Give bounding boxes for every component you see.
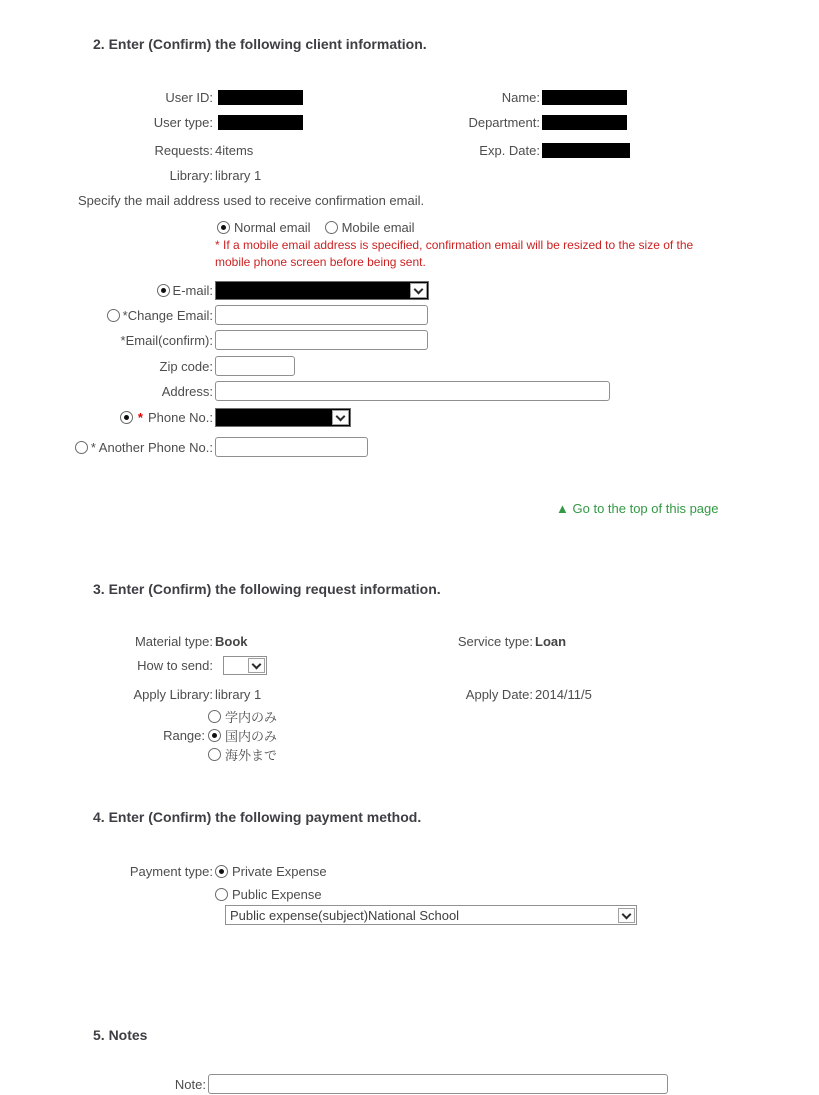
mobile-warning-line1: * If a mobile email address is specified, confirmation email will be resized to the size of the — [215, 238, 694, 252]
range-option-row — [0, 706, 819, 726]
apply-date-label: Apply Date: — [465, 686, 533, 702]
client-info-section-title: 2. Enter (Confirm) the following client information. — [93, 36, 427, 52]
email-type-radio-group — [217, 217, 617, 237]
notes-section-title: 5. Notes — [93, 1027, 148, 1043]
private-expense-label: Private Expense — [232, 863, 327, 879]
email-label: E-mail: — [172, 282, 213, 298]
another-phone-row — [0, 437, 819, 457]
name-label: Name: — [501, 89, 540, 105]
request-info-section-title: 3. Enter (Confirm) the following request information. — [93, 581, 441, 597]
another-phone-label: * Another Phone No.: — [90, 439, 213, 455]
requests-label: Requests: — [154, 142, 213, 158]
another-phone-radio[interactable] — [75, 441, 88, 454]
normal-email-label: Normal email — [234, 219, 311, 235]
phone-radio[interactable] — [120, 411, 133, 424]
apply-library-value: library 1 — [215, 686, 262, 702]
how-to-send-row — [0, 655, 819, 675]
address-row — [0, 381, 819, 401]
user-type-label: User type: — [153, 114, 213, 130]
public-expense-subject-select[interactable] — [225, 905, 637, 925]
how-to-send-label: How to send: — [137, 657, 213, 673]
redacted-name-value — [542, 90, 627, 105]
chevron-down-icon — [618, 908, 635, 923]
email-row — [0, 280, 819, 300]
service-type-label: Service type: — [457, 633, 533, 649]
payment-type-label: Payment type: — [129, 863, 213, 879]
range-option-row — [0, 744, 819, 764]
redacted-user-type-value — [218, 115, 303, 130]
range-overseas-radio[interactable] — [208, 748, 221, 761]
redacted-user-id-value — [218, 90, 303, 105]
material-service-row — [0, 631, 819, 651]
mobile-email-label: Mobile email — [341, 219, 415, 235]
client-info-row — [0, 87, 819, 107]
material-type-label: Material type: — [134, 633, 213, 649]
apply-row — [0, 684, 819, 704]
zip-code-input[interactable] — [215, 356, 295, 376]
required-asterisk: * — [137, 409, 143, 425]
phone-row — [0, 407, 819, 427]
client-info-row — [0, 112, 819, 132]
user-id-label: User ID: — [165, 89, 213, 105]
email-confirm-input[interactable] — [215, 330, 428, 350]
public-expense-row — [0, 884, 819, 904]
mobile-warning-line2: mobile phone screen before being sent. — [215, 255, 426, 269]
normal-email-radio[interactable] — [217, 221, 230, 234]
exp-date-label: Exp. Date: — [479, 142, 540, 158]
range-domestic-label: 国内のみ — [225, 728, 278, 744]
department-label: Department: — [468, 114, 540, 130]
email-select[interactable] — [215, 281, 429, 300]
up-triangle-icon: ▲ — [556, 501, 569, 516]
phone-select[interactable] — [215, 408, 351, 427]
client-info-row — [0, 140, 819, 160]
payment-type-row — [0, 861, 819, 881]
public-expense-subject-row — [225, 905, 725, 925]
redacted-department-value — [542, 115, 627, 130]
range-on-campus-radio[interactable] — [208, 710, 221, 723]
go-to-top-label: Go to the top of this page — [572, 501, 719, 516]
note-input[interactable] — [208, 1074, 668, 1094]
range-option-row — [0, 725, 819, 745]
address-input[interactable] — [215, 381, 610, 401]
email-confirm-row — [0, 330, 819, 350]
service-type-value: Loan — [535, 633, 567, 649]
change-email-input[interactable] — [215, 305, 428, 325]
how-to-send-select[interactable] — [223, 656, 267, 675]
chevron-down-icon — [248, 658, 265, 673]
range-domestic-radio[interactable] — [208, 729, 221, 742]
client-info-row — [0, 165, 819, 185]
apply-library-label: Apply Library: — [133, 686, 213, 702]
note-row — [0, 1074, 819, 1094]
apply-date-value: 2014/11/5 — [535, 686, 592, 702]
public-expense-label: Public Expense — [232, 886, 322, 902]
public-expense-subject-value: Public expense(subject)National School — [230, 907, 460, 923]
change-email-row — [0, 305, 819, 325]
zip-code-label: Zip code: — [159, 358, 213, 374]
phone-label: Phone No.: — [147, 409, 213, 425]
change-email-label: *Change Email: — [122, 307, 213, 323]
address-label: Address: — [161, 383, 213, 399]
material-type-value: Book — [215, 633, 248, 649]
private-expense-radio[interactable] — [215, 865, 228, 878]
redacted-exp-date-value — [542, 143, 630, 158]
public-expense-radio[interactable] — [215, 888, 228, 901]
range-on-campus-label: 学内のみ — [225, 709, 278, 725]
library-value: library 1 — [215, 167, 262, 183]
note-label: Note: — [174, 1076, 206, 1092]
zip-code-row — [0, 356, 819, 376]
go-to-top-link[interactable] — [556, 501, 719, 516]
chevron-down-icon — [332, 410, 349, 425]
range-overseas-label: 海外まで — [225, 747, 278, 763]
library-label: Library: — [169, 167, 213, 183]
mail-instruction-text: Specify the mail address used to receive confirmation email. — [78, 193, 425, 208]
requests-value: 4items — [215, 142, 254, 158]
range-label: Range: — [163, 727, 205, 743]
mobile-email-radio[interactable] — [325, 221, 338, 234]
change-email-radio[interactable] — [107, 309, 120, 322]
payment-section-title: 4. Enter (Confirm) the following payment method. — [93, 809, 422, 825]
another-phone-input[interactable] — [215, 437, 368, 457]
email-confirm-label: *Email(confirm): — [120, 332, 213, 348]
chevron-down-icon — [410, 283, 427, 298]
email-radio[interactable] — [157, 284, 170, 297]
